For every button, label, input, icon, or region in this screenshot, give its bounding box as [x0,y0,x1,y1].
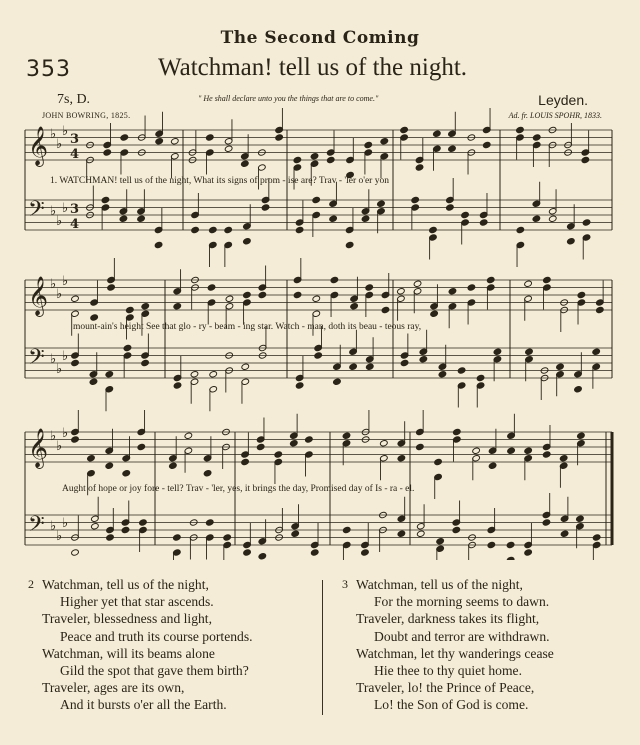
verse-number: 2 [28,577,34,591]
note-head [516,126,525,133]
note-head [457,367,466,374]
note-head [105,462,114,469]
note-head [342,432,351,439]
note-head [207,284,216,291]
note-head [123,344,132,351]
note-head [415,164,424,171]
note-head [241,160,250,167]
note-head [380,440,389,447]
note-head [295,226,304,233]
note-head [482,141,491,148]
note-head [345,241,354,248]
note-head [434,458,443,465]
note-head [122,470,131,477]
note-head [582,219,591,226]
note-head [400,126,409,133]
note-head [413,280,422,287]
note-head [120,134,129,141]
note-head [329,215,338,222]
note-head [190,371,199,378]
note-head [105,371,114,378]
flat-sign: ♭ [50,429,57,444]
note-head [224,226,233,233]
time-signature-bottom: 4 [70,147,80,162]
note-head [90,314,99,321]
note-head [448,145,457,152]
author-credit: JOHN BOWRING, 1825. [42,111,131,120]
note-head [191,226,200,233]
note-head [205,519,214,526]
note-head [141,303,150,310]
note-head [258,553,267,560]
note-head [89,378,98,385]
note-head [361,215,370,222]
note-head [223,534,232,541]
note-head [381,306,390,313]
note-head [446,204,455,211]
note-head [121,526,130,533]
flat-sign: ♭ [50,127,57,142]
note-head [581,156,590,163]
note-head [295,382,304,389]
verse-line: Peace and truth its course portends. [60,628,253,644]
note-head [224,145,233,152]
note-head [472,447,481,454]
note-head [592,534,601,541]
note-head [107,284,116,291]
composer-credit: Ad. fr. LOUIS SPOHR, 1833. [508,111,602,120]
note-head [141,359,150,366]
verse-line: Traveler, ages are its own, [42,680,185,696]
note-head [173,382,182,389]
meter: 7s, D. [57,92,91,107]
bass-clef-icon: 𝄢 [28,345,45,375]
note-head [543,276,552,283]
note-head [310,549,319,556]
note-head [397,288,406,295]
note-head [365,284,374,291]
note-head [225,295,234,302]
verse-2 [28,576,253,714]
time-signature-top: 3 [70,202,80,217]
tune-name: Leyden. [538,92,588,108]
note-head [310,153,319,160]
treble-clef-icon: 𝄞 [28,428,49,468]
note-head [429,226,438,233]
note-head [361,549,370,556]
hymn-title: Watchman! tell us of the night. [158,54,468,81]
flat-sign: ♭ [50,204,57,219]
note-head [411,196,420,203]
note-head [524,549,533,556]
note-head [487,541,496,548]
note-head [548,215,557,222]
verse-line: Traveler, darkness takes its flight, [356,611,540,627]
epigraph: " He shall declare unto you the things that are to come." [198,94,379,103]
note-head [103,149,112,156]
note-head [453,428,462,435]
treble-clef-icon: 𝄞 [28,276,49,316]
note-head [576,515,585,522]
column-divider [322,580,323,715]
note-head [542,519,551,526]
note-head [106,534,115,541]
note-head [71,549,80,556]
verse-line: For the morning seems to dawn. [374,594,550,610]
note-head [330,276,339,283]
note-head [209,371,218,378]
flat-sign: ♭ [62,274,69,289]
verse-number: 3 [342,577,348,591]
note-head [209,226,218,233]
note-head [312,196,321,203]
note-head [467,284,476,291]
note-head [305,436,314,443]
note-head [154,241,163,248]
note-head [556,363,565,370]
note-head [377,200,386,207]
note-head [243,238,252,245]
time-signature-bottom: 4 [70,217,80,232]
note-head [274,451,283,458]
note-head [314,352,323,359]
flat-sign: ♭ [56,439,63,454]
note-head [71,436,80,443]
time-signature-top: 3 [70,132,80,147]
note-head [326,156,335,163]
note-head [169,462,178,469]
note-head [400,359,409,366]
note-head [448,288,457,295]
flat-sign: ♭ [56,287,63,302]
note-head [171,138,180,145]
flat-sign: ♭ [56,362,63,377]
verse-3 [342,576,554,714]
flat-sign: ♭ [50,519,57,534]
note-head [184,432,193,439]
note-head [596,306,605,313]
note-head [486,276,495,283]
verse-line: Doubt and terror are withdrawn. [374,628,550,644]
note-head [559,455,568,462]
note-head [256,443,265,450]
note-head [461,211,470,218]
note-head [342,526,351,533]
note-head [488,462,497,469]
note-head [380,138,389,145]
verse-line: Watchman, tell us of the night, [42,577,209,592]
note-head [206,134,215,141]
note-head [137,443,146,450]
note-head [243,549,252,556]
note-head [139,519,148,526]
bass-clef-icon: 𝄢 [28,197,45,227]
lyric-line-2: mount-ain's height See that glo - ry - beam - ing star. Watch - man, doth its beau - teous ray, [73,322,422,332]
note-head [350,303,359,310]
note-head [293,156,302,163]
note-head [241,363,250,370]
note-head [507,447,516,454]
verse-line: Watchman, tell us of the night, [356,577,523,592]
verse-line: Gild the spot that gave them birth? [60,663,249,679]
note-head [567,238,576,245]
note-head [258,291,267,298]
verse-line: Traveler, blessedness and light, [42,611,212,627]
note-head [592,348,601,355]
verse-line: Higher yet that star ascends. [60,594,214,610]
note-head [430,310,439,317]
note-head [241,458,250,465]
verse-line: Watchman, will its beams alone [42,645,215,661]
verse-line: Hie thee to thy quiet home. [374,663,522,679]
flat-sign: ♭ [62,516,69,531]
note-head [532,215,541,222]
verse-line: And it bursts o'er all the Earth. [60,697,227,713]
note-head [479,219,488,226]
note-head [173,534,182,541]
note-head [137,215,146,222]
flat-sign: ♭ [62,426,69,441]
note-head [290,440,299,447]
note-head [560,530,569,537]
note-head [155,138,164,145]
note-head [524,280,533,287]
note-head [476,374,485,381]
lyric-line-3: Aught of hope or joy fore - tell? Trav - 'ler, yes, it brings the day, Promised day of Is - ra - el. [62,484,415,494]
note-head [349,363,358,370]
note-head [293,291,302,298]
note-head [364,141,373,148]
note-head [419,356,428,363]
note-head [203,470,212,477]
note-head [312,295,321,302]
note-head [452,526,461,533]
lyric-line-1: 1. WATCHMAN! tell us of the night, What its signs of prom - ise are? Trav - 'ler o'er yon [50,176,389,186]
note-head [506,541,515,548]
note-head [524,447,533,454]
note-head [173,303,182,310]
treble-clef-icon: 𝄞 [28,126,49,166]
hymn-number: 353 [26,57,71,82]
note-head [577,291,586,298]
note-head [366,363,375,370]
note-head [397,530,406,537]
section-title: The Second Coming [220,28,420,48]
flat-sign: ♭ [50,352,57,367]
note-head [506,556,515,560]
flat-sign: ♭ [62,201,69,216]
flat-sign: ♭ [56,529,63,544]
note-head [416,443,425,450]
note-head [397,455,406,462]
note-head [438,371,447,378]
verse-line: Lo! the Son of God is come. [374,697,529,713]
flat-sign: ♭ [56,137,63,152]
note-head [436,538,445,545]
note-head [516,226,525,233]
note-head [525,348,534,355]
note-head [574,386,583,393]
note-head [417,530,426,537]
bass-clef-icon: 𝄢 [28,512,45,542]
note-head [493,348,502,355]
verse-line: Traveler, lo! the Prince of Peace, [356,680,535,696]
note-head [87,455,96,462]
note-head [243,291,252,298]
note-head [126,306,135,313]
note-head [532,134,541,141]
note-head [91,523,100,530]
note-head [333,378,342,385]
flat-sign: ♭ [50,277,57,292]
note-head [71,295,80,302]
note-head [71,359,80,366]
flat-sign: ♭ [62,124,69,139]
note-head [291,530,300,537]
note-head [433,130,442,137]
note-head [577,432,586,439]
note-head [101,196,110,203]
note-head [119,215,128,222]
flat-sign: ♭ [56,214,63,229]
verse-line: Watchman, let thy wanderings cease [356,645,554,661]
note-head [261,204,270,211]
note-head [275,134,284,141]
flat-sign: ♭ [62,349,69,364]
note-head [542,451,551,458]
